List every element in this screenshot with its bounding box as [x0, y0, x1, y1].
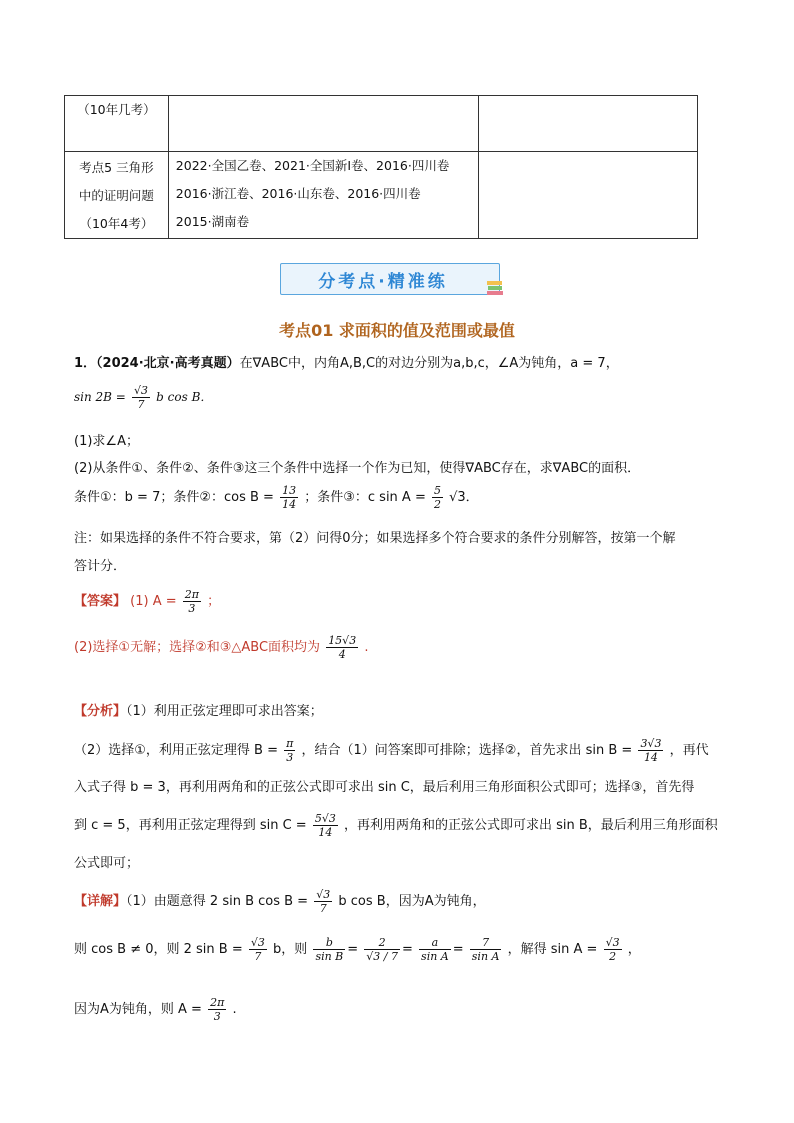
- analysis-text: ，再利用两角和的正弦公式即可求出 sin B，最后利用三角形面积: [344, 818, 718, 833]
- fraction: [364, 936, 400, 963]
- fraction-num: a: [419, 936, 451, 950]
- fraction: [313, 812, 338, 839]
- source-line: 2016·浙江卷、2016·山东卷、2016·四川卷: [175, 186, 421, 201]
- fraction-num: 15√3: [328, 634, 357, 647]
- fraction-den: sin A: [421, 950, 449, 963]
- analysis-text: （1）利用正弦定理即可求出答案；: [126, 704, 323, 719]
- analysis-line-2: [74, 737, 709, 764]
- problem-line-1: [74, 352, 619, 371]
- condition-text: 条件①：b = 7；条件②：cos B =: [74, 490, 274, 505]
- table-row: [65, 152, 698, 239]
- fraction-den: 3: [286, 751, 294, 764]
- answer-text: (2)选择①无解；选择②和③△ABC面积均为: [74, 640, 321, 655]
- analysis-tag: 【分析】: [74, 704, 127, 719]
- fraction-num: b: [313, 936, 345, 950]
- analysis-text: ，再代: [669, 743, 709, 758]
- fraction: [249, 936, 267, 963]
- question-2: (2)从条件①、条件②、条件③这三个条件中选择一个作为已知，使得∇ABC存在，求∇ABC的面积．: [74, 461, 641, 476]
- source-line: 2015·湖南卷: [175, 214, 250, 229]
- detail-line-3: [74, 996, 237, 1023]
- detail-text: （1）由题意得 2 sin B cos B =: [126, 894, 309, 909]
- analysis-line-1: [74, 700, 323, 719]
- analysis-line-4: [74, 812, 718, 839]
- analysis-text: （2）选择①，利用正弦定理得 B =: [74, 743, 279, 758]
- detail-text: 因为A为钝角，则 A =: [74, 1002, 202, 1017]
- fraction-den: sin A: [471, 950, 500, 963]
- fraction: [280, 484, 298, 511]
- fraction-num: √3: [134, 384, 149, 397]
- fraction-den: 4: [338, 648, 346, 661]
- answer-text: .: [364, 640, 369, 655]
- answer-line-2: [74, 634, 368, 661]
- fraction: [419, 936, 451, 963]
- fraction-den: √3 / 7: [366, 950, 399, 963]
- fraction-den: 3: [188, 602, 196, 615]
- question-1: (1)求∠A；: [74, 434, 139, 449]
- problem-line-2: [74, 384, 212, 411]
- fraction-den: 3: [213, 1010, 221, 1023]
- fraction-num: 2: [364, 936, 400, 950]
- section-title: 考点01 求面积的值及范围或最值: [279, 321, 515, 340]
- fraction: [284, 737, 295, 764]
- fraction: [432, 484, 443, 511]
- fraction: [470, 936, 502, 963]
- detail-line-2: 则 cos B ≠ 0，则 2 sin B = $\frac{√3}{7}$ b，则 $\frac{b}{\text{sin B}}$ = $\frac{2}{√3 / 7}$ = $\frac{a}{\text{sin A}}$ = $\frac{7}{\text{sin A}}$ ，解得 sin A = $\frac{√3}{2}$ ，: [74, 936, 641, 963]
- note-line-1: 注：如果选择的条件不符合要求，第（2）问得0分；如果选择多个符合要求的条件分别解答，按第一个解: [74, 531, 676, 546]
- topic-cell: [65, 96, 169, 152]
- fraction-den: 7: [137, 398, 145, 411]
- detail-text: b，则: [273, 942, 308, 957]
- detail-text: .: [232, 1002, 237, 1017]
- fraction-num: 13: [282, 484, 297, 497]
- detail-text: b cos B，因为A为钝角，: [338, 894, 486, 909]
- fraction-den: 14: [318, 826, 333, 839]
- topic-line: 中的证明问题: [78, 188, 154, 203]
- answer-text: (1) A =: [130, 594, 177, 609]
- analysis-text: 到 c = 5，再利用正弦定理得到 sin C =: [74, 818, 307, 833]
- banner-label: 分考点·精准练: [318, 272, 448, 292]
- condition-text: √3．: [449, 490, 479, 505]
- fraction: [314, 888, 332, 915]
- fraction: [604, 936, 622, 963]
- sources-cell: [168, 152, 478, 239]
- fraction-num: √3: [605, 936, 620, 949]
- analysis-line-3: 入式子得 b = 3，再利用两角和的正弦公式即可求出 sin C，最后利用三角形面积公式即可；选择③，首先得: [74, 780, 695, 795]
- fraction-den: 2: [609, 950, 617, 963]
- fraction-num: 2π: [184, 588, 199, 601]
- exam-topic-table: [64, 95, 698, 239]
- problem-number: 1．: [74, 356, 97, 371]
- fraction-num: 3√3: [640, 737, 662, 750]
- section-banner: [280, 261, 502, 297]
- sources-cell: [168, 96, 478, 152]
- fraction-den: 7: [319, 902, 327, 915]
- extra-cell: [478, 96, 698, 152]
- table-row: [65, 96, 698, 152]
- source-line: 2022·全国乙卷、2021·全国新Ⅰ卷、2016·四川卷: [175, 158, 450, 173]
- detail-line-1: [74, 888, 486, 915]
- math-text: b cos B．: [156, 390, 213, 404]
- fraction-num: √3: [250, 936, 265, 949]
- topic-line: （10年4考）: [79, 216, 154, 231]
- topic-cell: [65, 152, 169, 239]
- answer-line-1: [74, 588, 220, 615]
- fraction-den: 14: [643, 751, 658, 764]
- fraction-den: 7: [254, 950, 262, 963]
- condition-text: ；条件③：c sin A =: [304, 490, 426, 505]
- fraction-num: π: [286, 737, 294, 750]
- fraction-num: 5√3: [314, 812, 336, 825]
- detail-text: ，: [627, 942, 641, 957]
- fraction: [208, 996, 226, 1023]
- fraction-num: 5: [433, 484, 441, 497]
- fraction-num: √3: [316, 888, 331, 901]
- fraction: [183, 588, 201, 615]
- detail-text: 则 cos B ≠ 0，则 2 sin B =: [74, 942, 243, 957]
- analysis-text: ，结合（1）问答案即可排除；选择②，首先求出 sin B =: [301, 743, 633, 758]
- detail-tag: 【详解】: [74, 894, 127, 909]
- fraction: [313, 936, 345, 963]
- note-line-2: 答计分．: [74, 559, 127, 574]
- fraction: [638, 737, 663, 764]
- topic-line: （10年几考）: [77, 102, 156, 117]
- topic-line: 考点5 三角形: [79, 160, 154, 175]
- fraction: [326, 634, 358, 661]
- analysis-line-5: 公式即可；: [74, 856, 140, 871]
- fraction-den: 2: [433, 498, 441, 511]
- detail-text: ，解得 sin A =: [507, 942, 598, 957]
- fraction-num: 2π: [210, 996, 225, 1009]
- problem-source: （2024·北京·高考真题）: [96, 356, 240, 371]
- answer-text: ；: [207, 594, 221, 609]
- conditions-line: [74, 484, 479, 511]
- math-text: sin 2B =: [74, 390, 126, 404]
- answer-tag: 【答案】: [74, 594, 127, 609]
- fraction-num: 7: [470, 936, 502, 950]
- books-icon: [486, 277, 504, 297]
- fraction: [132, 384, 150, 411]
- problem-text: 在∇ABC中，内角A,B,C的对边分别为a,b,c，∠A为钝角，a = 7，: [239, 356, 619, 371]
- fraction-den: 14: [282, 498, 297, 511]
- fraction-den: sin B: [315, 950, 344, 963]
- extra-cell: [478, 152, 698, 239]
